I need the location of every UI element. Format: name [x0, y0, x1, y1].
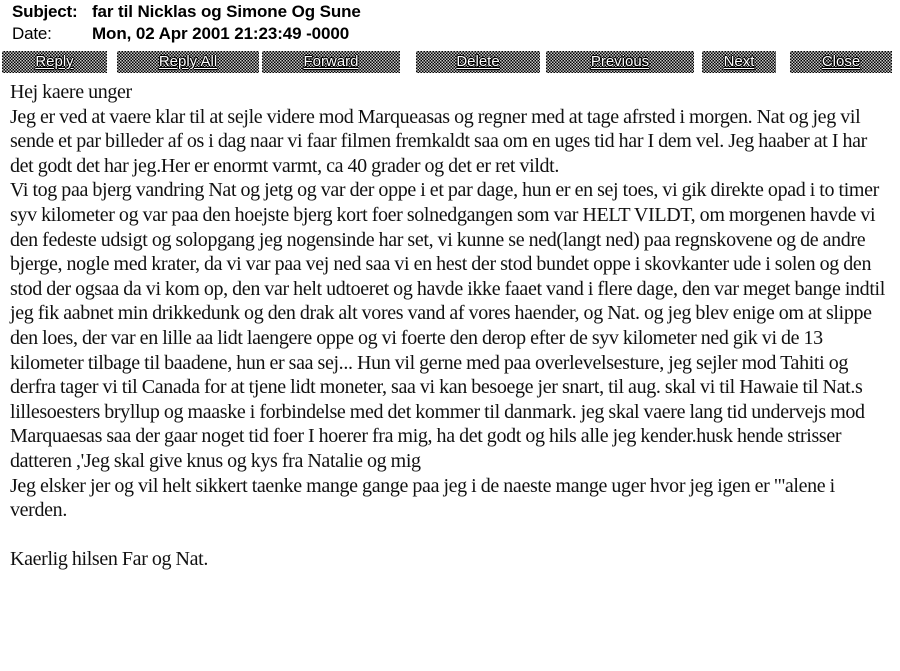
body-signature: Kaerlig hilsen Far og Nat. [10, 548, 208, 571]
close-button-label: Close [821, 53, 861, 70]
previous-button[interactable] [546, 51, 694, 73]
close-button[interactable] [790, 51, 892, 73]
body-spacer [10, 523, 894, 548]
body-paragraph-2: Vi tog paa bjerg vandring Nat og jetg og var der oppe i et par dage, hun er en sej toes, vi gik direkte opad i to timer syv kilometer og var paa den hoejste bjerg kort foer solnedgangen som var HELT VILDT, om morgenen havde vi den fedeste udsigt og solopgang jeg nogensinde har set, vi kunne se ned(langt ned) paa regnskovene og de andre bjerge, nogle med krater, da vi var paa vej ned saa vi en hest der stod bundet oppe i skovkanter ude i solen og den stod der ogsaa da vi kom op, den var helt udtoeret og havde ikke faaet vand i flere dage, den var meget bange indtil jeg fik aabnet min drikkedunk og den drak alt vores vand af vores haender, og Nat. og jeg blev enige om at slippe den loes, der var en lille aa lidt laengere oppe og vi foerte den derop efter de syv kilometer ned gik vi de 13 kilometer tilbage til baadene, hun er saa sej... Hun vil gerne med paa overlevelsesture, jeg sejler mod Tahiti og derfra tager vi til Canada for at tjene lidt moneter, saa vi kan besoege jer snart, til aug. skal vi til Hawaie til Nat.s lillesoesters bryllup og maaske i forbindelse med det kommer til danmark. jeg skal vaere lang tid undervejs mod Marquaesas saa der gaar noget tid foer I hoerer fra mig, ha det godt og hils alle jeg kender.husk hende strisser datteren ,'Jeg skal give knus og kys fra Natalie og mig [10, 179, 890, 472]
date-row [12, 24, 349, 44]
reply-button[interactable] [2, 51, 107, 73]
body-paragraph-3: Jeg elsker jer og vil helt sikkert taenke mange gange paa jeg i de naeste mange uger hvor jeg igen er "'alene i verden. [10, 474, 840, 522]
forward-button-label: Forward [303, 53, 359, 70]
delete-button-label: Delete [456, 53, 500, 70]
previous-button-label: Previous [590, 53, 650, 70]
date-value: Mon, 02 Apr 2001 21:23:49 -0000 [92, 24, 350, 43]
date-label: Date: [12, 24, 52, 43]
reply-all-button[interactable] [117, 51, 259, 73]
forward-button[interactable] [262, 51, 400, 73]
next-button[interactable] [702, 51, 776, 73]
body-greeting: Hej kaere unger [10, 81, 132, 103]
reply-button-label: Reply [35, 53, 74, 70]
reply-all-button-label: Reply All [158, 53, 218, 70]
subject-row [12, 2, 361, 22]
body-paragraph-1: Jeg er ved at vaere klar til at sejle videre mod Marqueasas og regner med at tage afrsted i morgen. Nat og jeg vil sende et par billeder af os i dag naar vi faar filmen fremkaldt saa om en uges tid har I dem vel. Jeg haaber at I har det godt det har jeg.Her er enormt varmt, ca 40 grader og det er ret vildt. [10, 105, 872, 177]
subject-value: far til Nicklas og Simone Og Sune [92, 2, 361, 21]
message-toolbar [0, 51, 900, 73]
message-body [10, 80, 894, 572]
message-header [0, 0, 900, 48]
delete-button[interactable] [416, 51, 540, 73]
next-button-label: Next [723, 53, 755, 70]
subject-label: Subject: [12, 2, 78, 21]
